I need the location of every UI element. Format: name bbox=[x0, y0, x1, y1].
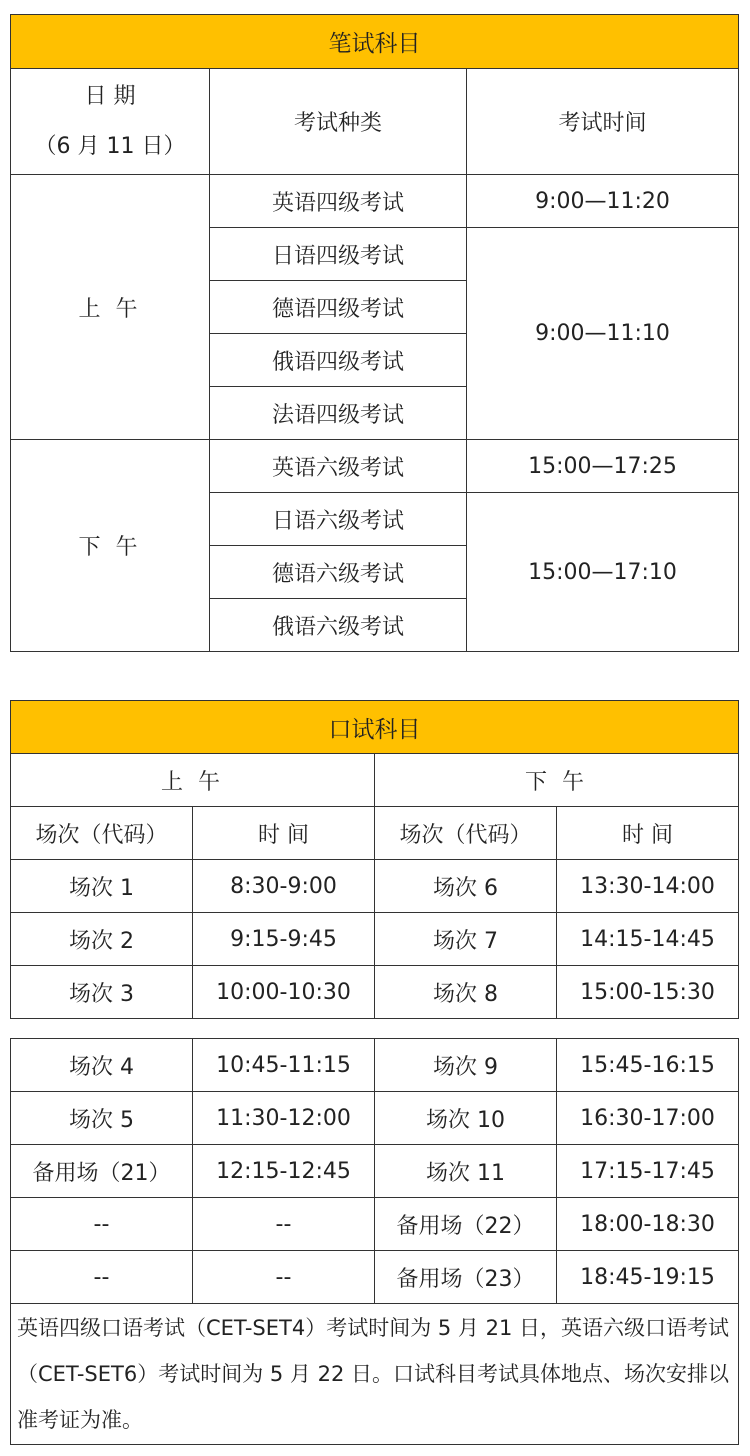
time-cell: -- bbox=[193, 1251, 375, 1304]
session-cell: 场次 5 bbox=[11, 1092, 193, 1145]
table-row bbox=[11, 966, 739, 1019]
written-exam-table bbox=[10, 14, 739, 652]
time-cell: 17:15-17:45 bbox=[557, 1145, 739, 1198]
exam-type-cell: 德语六级考试 bbox=[210, 546, 467, 599]
exam-time-header: 考试时间 bbox=[467, 69, 739, 175]
morning-label: 上 午 bbox=[11, 175, 210, 440]
exam-type-cell: 英语四级考试 bbox=[210, 175, 467, 228]
oral-morning-label: 上 午 bbox=[11, 754, 375, 807]
session-cell: -- bbox=[11, 1198, 193, 1251]
exam-type-cell: 德语四级考试 bbox=[210, 281, 467, 334]
time-header: 时 间 bbox=[557, 807, 739, 860]
session-cell: 场次 7 bbox=[375, 913, 557, 966]
table-row bbox=[11, 1198, 739, 1251]
session-cell: 场次 8 bbox=[375, 966, 557, 1019]
session-cell: 场次 10 bbox=[375, 1092, 557, 1145]
oral-exam-table-continued bbox=[10, 1038, 739, 1445]
session-cell: -- bbox=[11, 1251, 193, 1304]
time-header: 时 间 bbox=[193, 807, 375, 860]
exam-time-cell: 15:00—17:25 bbox=[467, 440, 739, 493]
session-header: 场次（代码） bbox=[11, 807, 193, 860]
exam-type-cell: 俄语六级考试 bbox=[210, 599, 467, 652]
oral-afternoon-label: 下 午 bbox=[375, 754, 739, 807]
exam-type-cell: 日语六级考试 bbox=[210, 493, 467, 546]
table-row bbox=[11, 1092, 739, 1145]
exam-type-cell: 英语六级考试 bbox=[210, 440, 467, 493]
time-cell: 8:30-9:00 bbox=[193, 860, 375, 913]
session-cell: 场次 6 bbox=[375, 860, 557, 913]
session-cell: 场次 1 bbox=[11, 860, 193, 913]
exam-time-cell: 9:00—11:10 bbox=[467, 228, 739, 440]
time-cell: 15:00-15:30 bbox=[557, 966, 739, 1019]
time-cell: 13:30-14:00 bbox=[557, 860, 739, 913]
date-header bbox=[11, 69, 210, 175]
time-cell: 12:15-12:45 bbox=[193, 1145, 375, 1198]
date-header-date: （6 月 11 日） bbox=[34, 133, 186, 159]
session-cell: 场次 4 bbox=[11, 1039, 193, 1092]
exam-type-cell: 日语四级考试 bbox=[210, 228, 467, 281]
table-row bbox=[11, 913, 739, 966]
time-cell: 18:00-18:30 bbox=[557, 1198, 739, 1251]
exam-type-cell: 俄语四级考试 bbox=[210, 334, 467, 387]
exam-type-cell: 法语四级考试 bbox=[210, 387, 467, 440]
time-cell: 9:15-9:45 bbox=[193, 913, 375, 966]
time-cell: 18:45-19:15 bbox=[557, 1251, 739, 1304]
time-cell: 16:30-17:00 bbox=[557, 1092, 739, 1145]
session-cell: 备用场（22） bbox=[375, 1198, 557, 1251]
afternoon-label: 下 午 bbox=[11, 440, 210, 652]
oral-table-title: 口试科目 bbox=[11, 701, 739, 754]
oral-exam-table bbox=[10, 700, 739, 1019]
table-row bbox=[11, 1145, 739, 1198]
table-row bbox=[11, 1039, 739, 1092]
written-table-title: 笔试科目 bbox=[11, 15, 739, 69]
exam-time-cell: 9:00—11:20 bbox=[467, 175, 739, 228]
session-header: 场次（代码） bbox=[375, 807, 557, 860]
session-cell: 场次 2 bbox=[11, 913, 193, 966]
session-cell: 场次 9 bbox=[375, 1039, 557, 1092]
oral-exam-note: 英语四级口语考试（CET-SET4）考试时间为 5 月 21 日，英语六级口语考试（CET-SET6）考试时间为 5 月 22 日。口试科目考试具体地点、场次安排以准考证为准。 bbox=[11, 1304, 739, 1445]
table-row bbox=[11, 1251, 739, 1304]
session-cell: 备用场（21） bbox=[11, 1145, 193, 1198]
time-cell: 10:45-11:15 bbox=[193, 1039, 375, 1092]
exam-time-cell: 15:00—17:10 bbox=[467, 493, 739, 652]
exam-type-header: 考试种类 bbox=[210, 69, 467, 175]
time-cell: 14:15-14:45 bbox=[557, 913, 739, 966]
date-header-label: 日 期 bbox=[84, 83, 136, 109]
session-cell: 场次 11 bbox=[375, 1145, 557, 1198]
table-row bbox=[11, 860, 739, 913]
time-cell: 10:00-10:30 bbox=[193, 966, 375, 1019]
session-cell: 场次 3 bbox=[11, 966, 193, 1019]
time-cell: 11:30-12:00 bbox=[193, 1092, 375, 1145]
time-cell: 15:45-16:15 bbox=[557, 1039, 739, 1092]
session-cell: 备用场（23） bbox=[375, 1251, 557, 1304]
time-cell: -- bbox=[193, 1198, 375, 1251]
